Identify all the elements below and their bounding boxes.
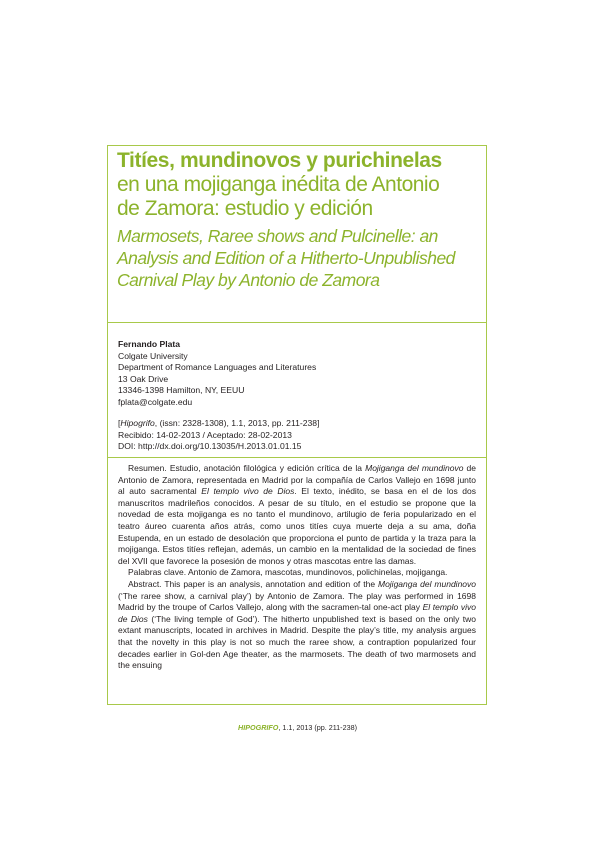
- abstract-block: [118, 463, 476, 672]
- abstract-text: (‘The raree show, a carnival play’) by Antonio de Zamora. The play was performed in 1698 Madrid by the troupe of Carlos Vallejo, along with the sacramen-tal one-act play: [118, 590, 476, 613]
- author-department: Department of Romance Languages and Literatures: [118, 362, 317, 373]
- author-city: 13346-1398 Hamilton, NY, EEUU: [118, 385, 245, 396]
- journal-name: Hipogrifo: [120, 418, 155, 428]
- citation-block: [118, 418, 478, 453]
- title-block: [117, 149, 487, 291]
- abstract-italic-title: Mojiganga del mundinovo: [377, 578, 477, 589]
- english-title-line: Analysis and Edition of a Hitherto-Unpublished: [117, 248, 455, 268]
- abstract-divider: [107, 457, 487, 458]
- page-footer: [0, 723, 595, 732]
- english-title-line: Marmosets, Raree shows and Pulcinelle: an: [117, 226, 438, 246]
- english-title-line: Carnival Play by Antonio de Zamora: [117, 270, 380, 290]
- abstract-label: Abstract.: [128, 578, 162, 589]
- resumen-italic-title: Mojiganga del mundinovo: [365, 463, 464, 473]
- subtitle-line: en una mojiganga inédita de Antonio: [117, 173, 440, 196]
- abstract-text: This paper is an analysis, annotation and edition of the: [161, 578, 378, 589]
- resumen-label: Resumen.: [128, 463, 167, 473]
- article-title: Titíes, mundinovos y purichinelas: [117, 149, 442, 172]
- keywords-label: Palabras clave.: [128, 567, 187, 578]
- author-block: [118, 339, 478, 409]
- keywords-paragraph: [118, 567, 476, 579]
- author-name: Fernando Plata: [118, 339, 181, 349]
- abstract-paragraph: [118, 579, 476, 672]
- keywords-text: Antonio de Zamora, mascotas, mundinovos, polichinelas, mojiganga.: [186, 567, 448, 578]
- abstract-text: (‘The living temple of God’). The hitherto unpublished text is based on the only two extant manuscripts, located in archives in Madrid. Despite the play’s title, my analysis argues that the novelty in this play is not so much the raree show, a contraption popularized four decades earlier in Gol-den Age theater, as the marmosets. The death of two marmosets and the ensuing: [118, 613, 476, 671]
- author-street: 13 Oak Drive: [118, 373, 169, 384]
- doi-link[interactable]: DOI: http://dx.doi.org/10.13035/H.2013.01.01.15: [118, 441, 302, 452]
- resumen-text: Estudio, anotación filológica y edición crítica de la: [166, 463, 366, 473]
- author-affiliation: Colgate University: [118, 350, 188, 361]
- resumen-text: . El texto, inédito, se basa en el de los dos manuscritos madrileños conocidos. A pesar de su título, en el estudio se propone que la novedad de esta mojiganga es no tanto el mundinovo, artilugio de feria popularizado en el teatro áureo cuarenta años atrás, como unos titíes cuya muerte deja a su ama, doña Estupenda, en un estado de desolación que proporciona el punto de partida y la traza para la mojiganga. Estos titíes reflejan, además, un cambio en la mentalidad de la sociedad de fines del XVII que favorece la posesión de monos y otras mascotas entre las damas.: [118, 486, 476, 566]
- citation-details: , (issn: 2328-1308), 1.1, 2013, pp. 211-238]: [154, 418, 320, 428]
- received-dates: Recibido: 14-02-2013 / Aceptado: 28-02-2013: [118, 429, 292, 440]
- article-subtitle: [117, 173, 487, 221]
- resumen-text: de Antonio de Zamora, representada en Madrid por la compañía de Carlos Vallejo en 1698 junto al auto sacramental: [118, 463, 476, 497]
- author-email[interactable]: fplata@colgate.edu: [118, 396, 193, 407]
- resumen-italic-title: El templo vivo de Dios: [201, 486, 295, 497]
- subtitle-line: de Zamora: estudio y edición: [117, 197, 373, 220]
- citation-line: [Hipogrifo, (issn: 2328-1308), 1.1, 2013, pp. 211-238]: [118, 418, 320, 428]
- resumen-paragraph: [118, 463, 476, 567]
- abstract-italic-title: El templo vivo de Dios: [118, 602, 476, 624]
- footer-details: , 1.1, 2013 (pp. 211-238): [278, 723, 357, 732]
- title-divider: [107, 322, 487, 323]
- english-title: [117, 225, 487, 291]
- footer-journal: HIPOGRIFO: [238, 723, 279, 732]
